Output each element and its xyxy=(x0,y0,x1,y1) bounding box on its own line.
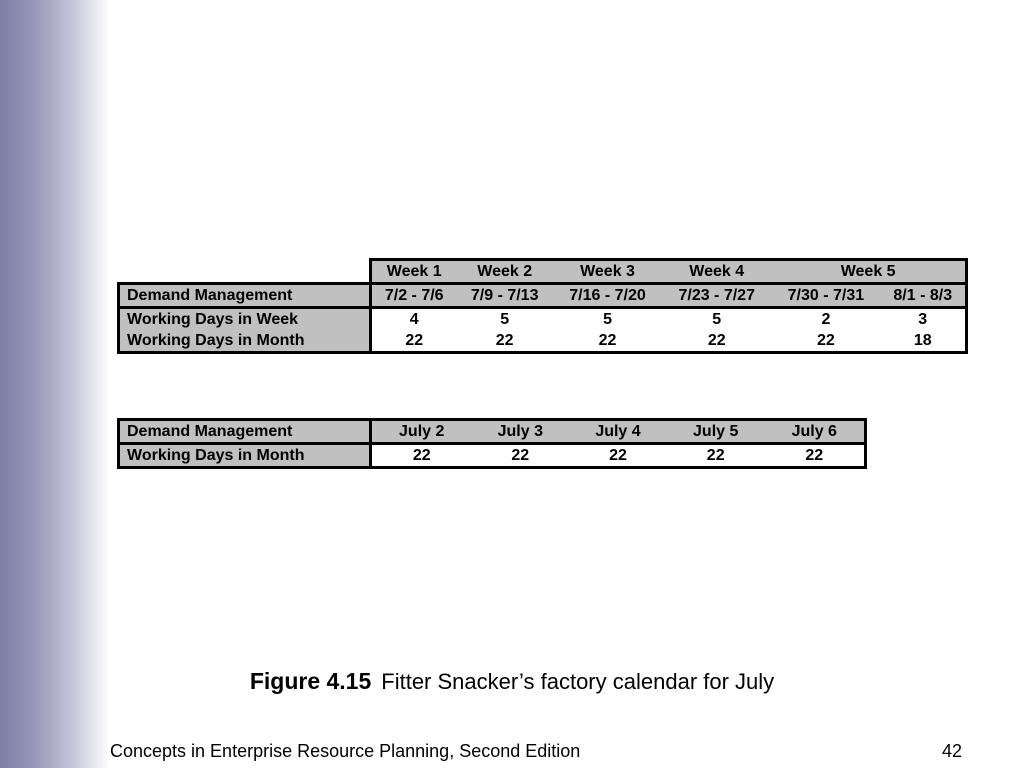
row-label: Demand Management xyxy=(119,420,371,444)
figure-number: Figure 4.15 xyxy=(249,668,372,694)
daily-calendar-table xyxy=(117,418,867,469)
date-range-row xyxy=(119,284,967,308)
date-cell: July 2 xyxy=(371,420,472,444)
value-cell: 22 xyxy=(371,444,472,468)
date-range-cell: 8/1 - 8/3 xyxy=(881,284,967,308)
week-header: Week 1 xyxy=(371,260,457,284)
value-cell: 3 xyxy=(881,308,967,331)
week-header: Week 4 xyxy=(662,260,771,284)
date-cell: July 5 xyxy=(667,420,765,444)
empty-corner-cell xyxy=(119,260,371,284)
value-cell: 22 xyxy=(471,444,569,468)
date-range-cell: 7/30 - 7/31 xyxy=(771,284,880,308)
week-header: Week 3 xyxy=(553,260,662,284)
value-cell: 2 xyxy=(821,311,831,328)
date-range-cell: 7/23 - 7/27 xyxy=(662,284,771,308)
value-cell: 18 xyxy=(881,330,967,353)
date-range-cell: 7/16 - 7/20 xyxy=(553,284,662,308)
value-cell: 22 xyxy=(569,444,667,468)
value-cell: 5 xyxy=(712,311,722,328)
working-days-week-row xyxy=(119,308,967,331)
row-label: Working Days in Month xyxy=(119,444,371,468)
value-cell: 22 xyxy=(371,330,457,353)
value-cell: 22 xyxy=(765,444,866,468)
date-cell: July 6 xyxy=(765,420,866,444)
footer-page-number: 42 xyxy=(941,741,962,761)
figure-caption-text: Fitter Snacker’s factory calendar for July xyxy=(381,669,775,694)
value-cell: 5 xyxy=(500,311,510,328)
value-cell: 22 xyxy=(667,444,765,468)
footer-book-title: Concepts in Enterprise Resource Planning, Second Edition xyxy=(110,741,581,761)
working-days-month-row xyxy=(119,330,967,353)
figure-caption xyxy=(0,668,1024,695)
value-cell: 5 xyxy=(603,311,612,328)
week-header: Week 5 xyxy=(771,260,966,284)
week-header: Week 2 xyxy=(456,260,553,284)
date-range-cell: 7/2 - 7/6 xyxy=(371,284,457,308)
value-cell: 22 xyxy=(553,330,662,353)
working-days-month-row xyxy=(119,444,866,468)
value-cell: 22 xyxy=(456,330,553,353)
weekly-calendar-table xyxy=(117,258,968,354)
value-cell: 22 xyxy=(771,330,880,353)
row-label: Working Days in Week xyxy=(119,308,371,331)
date-range-cell: 7/9 - 7/13 xyxy=(456,284,553,308)
date-cell: July 4 xyxy=(569,420,667,444)
value-cell: 4 xyxy=(409,311,419,328)
value-cell: 22 xyxy=(662,330,771,353)
row-label: Demand Management xyxy=(119,284,371,308)
side-gradient-bar xyxy=(0,0,110,768)
date-row xyxy=(119,420,866,444)
week-header-row xyxy=(119,260,967,284)
date-cell: July 3 xyxy=(471,420,569,444)
row-label: Working Days in Month xyxy=(119,330,371,353)
